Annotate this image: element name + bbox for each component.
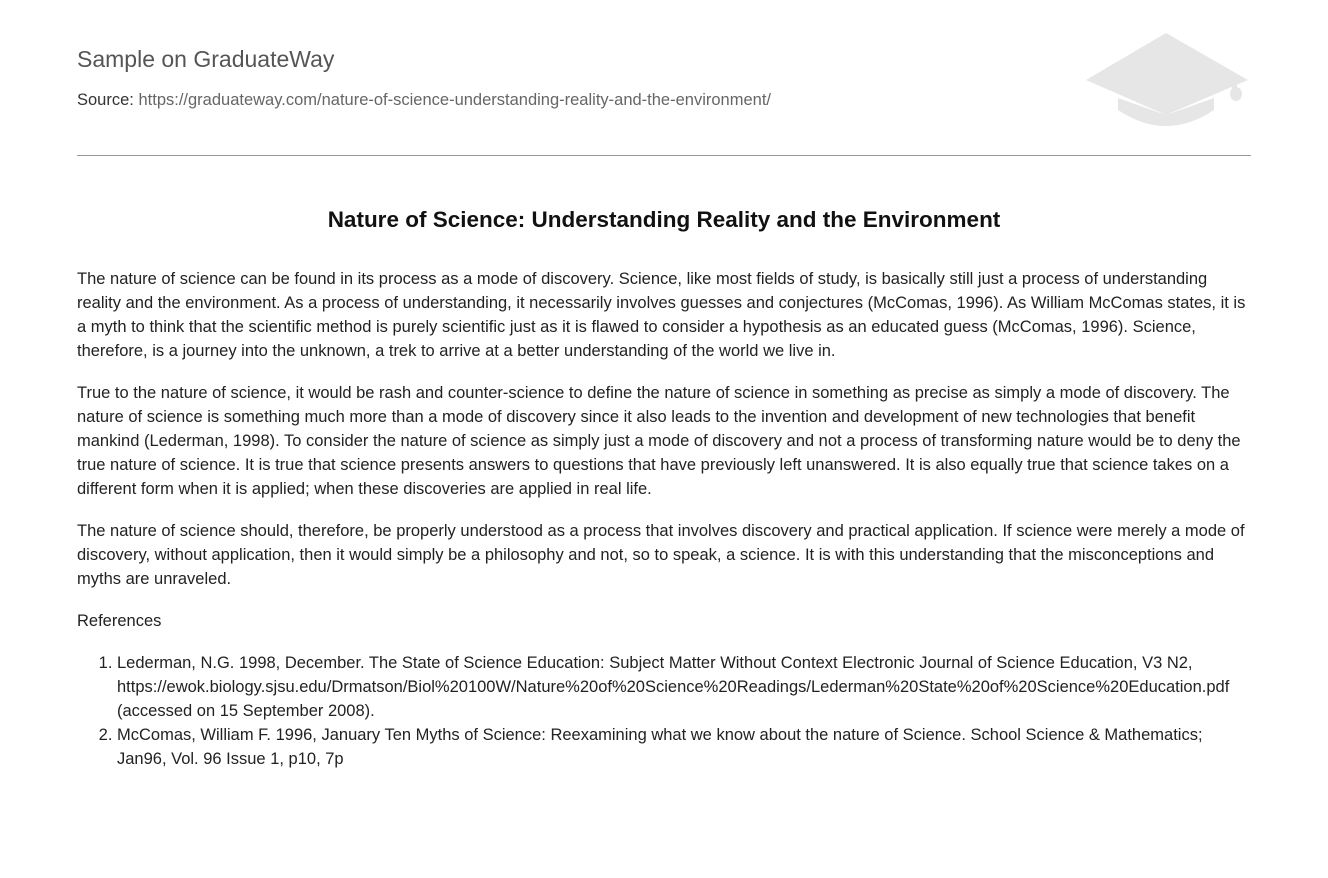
reference-text: McComas, William F. 1996, January Ten Myths of Science: Reexamining what we know about the nature of Science. School Science & Mathematics; Jan96, Vol. 96 Issue 1, p10, 7p [117, 726, 1203, 768]
reference-item [117, 723, 1251, 771]
references-list [77, 651, 1251, 771]
paragraph-1: The nature of science can be found in its process as a mode of discovery. Science, like most fields of study, is basically still just a process of understanding reality and the environment. As a process of understanding, it necessarily involves guesses and conjectures (McComas, 1996). As William McComas states, it is a myth to think that the scientific method is purely scientific just as it is flawed to consider a hypothesis as an educated guess (McComas, 1996). Science, therefore, is a journey into the unknown, a trek to arrive at a better understanding of the world we live in. [77, 270, 1246, 360]
reference-item [117, 651, 1251, 723]
reference-url[interactable]: https://ewok.biology.sjsu.edu/Drmatson/Biol%20100W/Nature%20of%20Science%20Readings/Lederman%20State%20of%20Science%20Education.pdf [117, 678, 1230, 696]
header-divider [77, 155, 1251, 156]
paragraph-2: True to the nature of science, it would be rash and counter-science to define the nature of science in something as precise as simply a mode of discovery. The nature of science is something much more than a mode of discovery since it also leads to the invention and development of new technologies that benefit mankind (Lederman, 1998). To consider the nature of science as simply just a mode of discovery and not a process of transforming nature would be to deny the true nature of science. It is true that science presents answers to questions that have previously left unanswered. It is also equally true that science takes on a different form when it is applied; when these discoveries are applied in real life. [77, 384, 1241, 498]
reference-accessed: (accessed on 15 September 2008). [117, 702, 375, 720]
source-label: Source: [77, 91, 134, 109]
article-body [77, 267, 1251, 771]
source-line [77, 88, 771, 112]
site-title: Sample on GraduateWay [77, 46, 335, 72]
page-title: Nature of Science: Understanding Reality and the Environment [327, 207, 1001, 232]
paragraph-3: The nature of science should, therefore, be properly understood as a process that involves discovery and practical application. If science were merely a mode of discovery, without application, then it would simply be a philosophy and not, so to speak, a science. It is with this understanding that the misconceptions and myths are unraveled. [77, 522, 1245, 588]
reference-text: Lederman, N.G. 1998, December. The State of Science Education: Subject Matter Without Context Electronic Journal of Science Education, V3 N2, [117, 654, 1193, 672]
graduation-cap-icon [1084, 30, 1252, 134]
references-heading: References [77, 612, 162, 630]
source-link[interactable]: https://graduateway.com/nature-of-science-understanding-reality-and-the-environment/ [138, 91, 771, 109]
